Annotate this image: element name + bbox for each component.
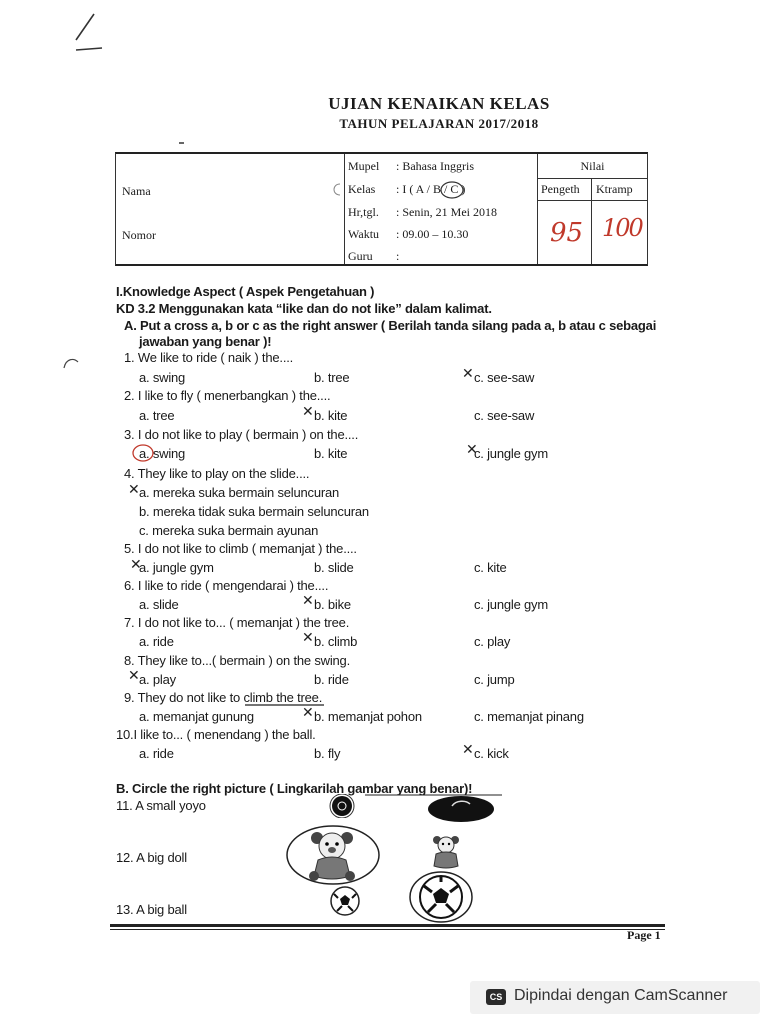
big-doll-icon [284, 824, 382, 886]
instruction-a-line2: jawaban yang benar )! [139, 334, 272, 349]
q4-option-c: c. mereka suka bermain ayunan [139, 523, 319, 538]
question-4: 4. They like to play on the slide.... [124, 466, 310, 481]
q6-option-c: c. jungle gym [474, 597, 548, 612]
q3-option-c: c. jungle gym [474, 446, 548, 461]
pengeth-score: 95 [550, 218, 584, 248]
q9-option-b: b. memanjat pohon [314, 709, 422, 724]
question-7: 7. I do not like to... ( memanjat ) the tree. [124, 615, 350, 630]
nilai-label: Nilai [580, 159, 605, 173]
q3-option-b: b. kite [314, 446, 348, 461]
cross-mark-q1: ✕ [462, 365, 474, 381]
pen-dot [178, 140, 186, 146]
page-number: Page 1 [627, 928, 661, 942]
pen-mark [70, 10, 110, 55]
circle-mark-q3 [131, 443, 159, 463]
q4-option-a: a. mereka suka bermain seluncuran [139, 485, 340, 500]
camscanner-logo-icon: CS [486, 989, 506, 1005]
pengeth-label: Pengeth [541, 182, 580, 196]
pen-scribble [330, 182, 344, 198]
kd-heading: KD 3.2 Menggunakan kata “like dan do not like” dalam kalimat. [116, 301, 492, 316]
hrtgl-value: : Senin, 21 Mei 2018 [396, 205, 497, 219]
q1-option-b: b. tree [314, 370, 350, 385]
footer-rule [110, 924, 665, 927]
camscanner-text: Dipindai dengan CamScanner [514, 987, 728, 1004]
q6-option-b: b. bike [314, 597, 351, 612]
question-6: 6. I like to ride ( mengendarai ) the.... [124, 578, 329, 593]
q7-option-c: c. play [474, 634, 511, 649]
big-ball-icon [408, 870, 474, 924]
exam-subtitle: TAHUN PELAJARAN 2017/2018 [339, 116, 539, 131]
question-1: 1. We like to ride ( naik ) the.... [124, 350, 294, 365]
heading-underline-mark [364, 788, 504, 798]
q2-option-a: a. tree [139, 408, 175, 423]
q9-option-c: c. memanjat pinang [474, 709, 584, 724]
question-5: 5. I do not like to climb ( memanjat ) the.... [124, 541, 357, 556]
cross-mark-q4: ✕ [128, 481, 140, 497]
cross-mark-q9: ✕ [302, 704, 314, 720]
section-b-heading: B. Circle the right picture ( Lingkarilah gambar yang benar)! [116, 781, 473, 796]
q10-option-c: c. kick [474, 746, 509, 761]
item-12: 12. A big doll [116, 850, 187, 865]
question-2: 2. I like to fly ( menerbangkan ) the.... [124, 388, 331, 403]
kelas-label: Kelas [348, 182, 376, 196]
q8-option-a: a. play [139, 672, 176, 687]
q2-option-b: b. kite [314, 408, 348, 423]
cross-mark-q2: ✕ [302, 403, 314, 419]
q1-option-c: c. see-saw [474, 370, 535, 385]
camscanner-watermark [470, 981, 760, 1014]
q7-option-a: a. ride [139, 634, 174, 649]
cross-mark-q5: ✕ [130, 556, 142, 572]
q5-option-c: c. kite [474, 560, 507, 575]
q4-option-b: b. mereka tidak suka bermain seluncuran [139, 504, 369, 519]
waktu-value: : 09.00 – 10.30 [396, 227, 469, 241]
student-info-table [115, 152, 648, 266]
small-yoyo-icon [328, 794, 356, 818]
q10-option-b: b. fly [314, 746, 341, 761]
guru-value: : [396, 249, 400, 263]
question-9: 9. They do not like to climb the tree. [124, 690, 323, 705]
small-doll-icon [424, 834, 468, 872]
q5-option-a: a. jungle gym [139, 560, 214, 575]
question-8: 8. They like to...( bermain ) on the swing. [124, 653, 350, 668]
q8-option-c: c. jump [474, 672, 515, 687]
waktu-label: Waktu [348, 227, 380, 241]
cross-mark-q3: ✕ [466, 441, 478, 457]
q10-option-a: a. ride [139, 746, 174, 761]
ktramp-label: Ktramp [596, 182, 633, 196]
ktramp-score: 100 [602, 214, 642, 242]
q5-option-b: b. slide [314, 560, 354, 575]
item-11: 11. A small yoyo [116, 798, 206, 813]
question-10: 10.I like to... ( menendang ) the ball. [116, 727, 316, 742]
cross-mark-q6: ✕ [302, 592, 314, 608]
cross-mark-q10: ✕ [462, 741, 474, 757]
mupel-label: Mupel [348, 159, 380, 173]
q9-option-a: a. memanjat gunung [139, 709, 254, 724]
q1-option-a: a. swing [139, 370, 186, 385]
class-b-circle-mark [439, 180, 465, 200]
q8-option-b: b. ride [314, 672, 349, 687]
mupel-value: : Bahasa Inggris [396, 159, 474, 173]
q3-option-a: a. swing [139, 446, 186, 461]
q7-option-b: b. climb [314, 634, 358, 649]
small-ball-icon [328, 884, 362, 918]
pen-mark [62, 356, 80, 370]
q2-option-c: c. see-saw [474, 408, 535, 423]
kelas-value: : I ( A / B / C ) [396, 182, 466, 196]
nomor-label: Nomor [122, 228, 156, 242]
exam-title: UJIAN KENAIKAN KELAS [328, 94, 550, 113]
q6-option-a: a. slide [139, 597, 179, 612]
hrtgl-label: Hr,tgl. [348, 205, 379, 219]
nama-label: Nama [122, 184, 151, 198]
guru-label: Guru [348, 249, 373, 263]
footer-rule-thin [110, 929, 665, 930]
item-13: 13. A big ball [116, 902, 187, 917]
section-heading: I.Knowledge Aspect ( Aspek Pengetahuan ) [116, 284, 375, 299]
instruction-a-line1: A. Put a cross a, b or c as the right answer ( Berilah tanda silang pada a, b atau c sebagai [124, 318, 657, 333]
cross-mark-q8: ✕ [128, 667, 140, 683]
question-3: 3. I do not like to play ( bermain ) on the.... [124, 427, 359, 442]
cross-mark-q7: ✕ [302, 629, 314, 645]
big-yoyo-icon [426, 794, 496, 824]
